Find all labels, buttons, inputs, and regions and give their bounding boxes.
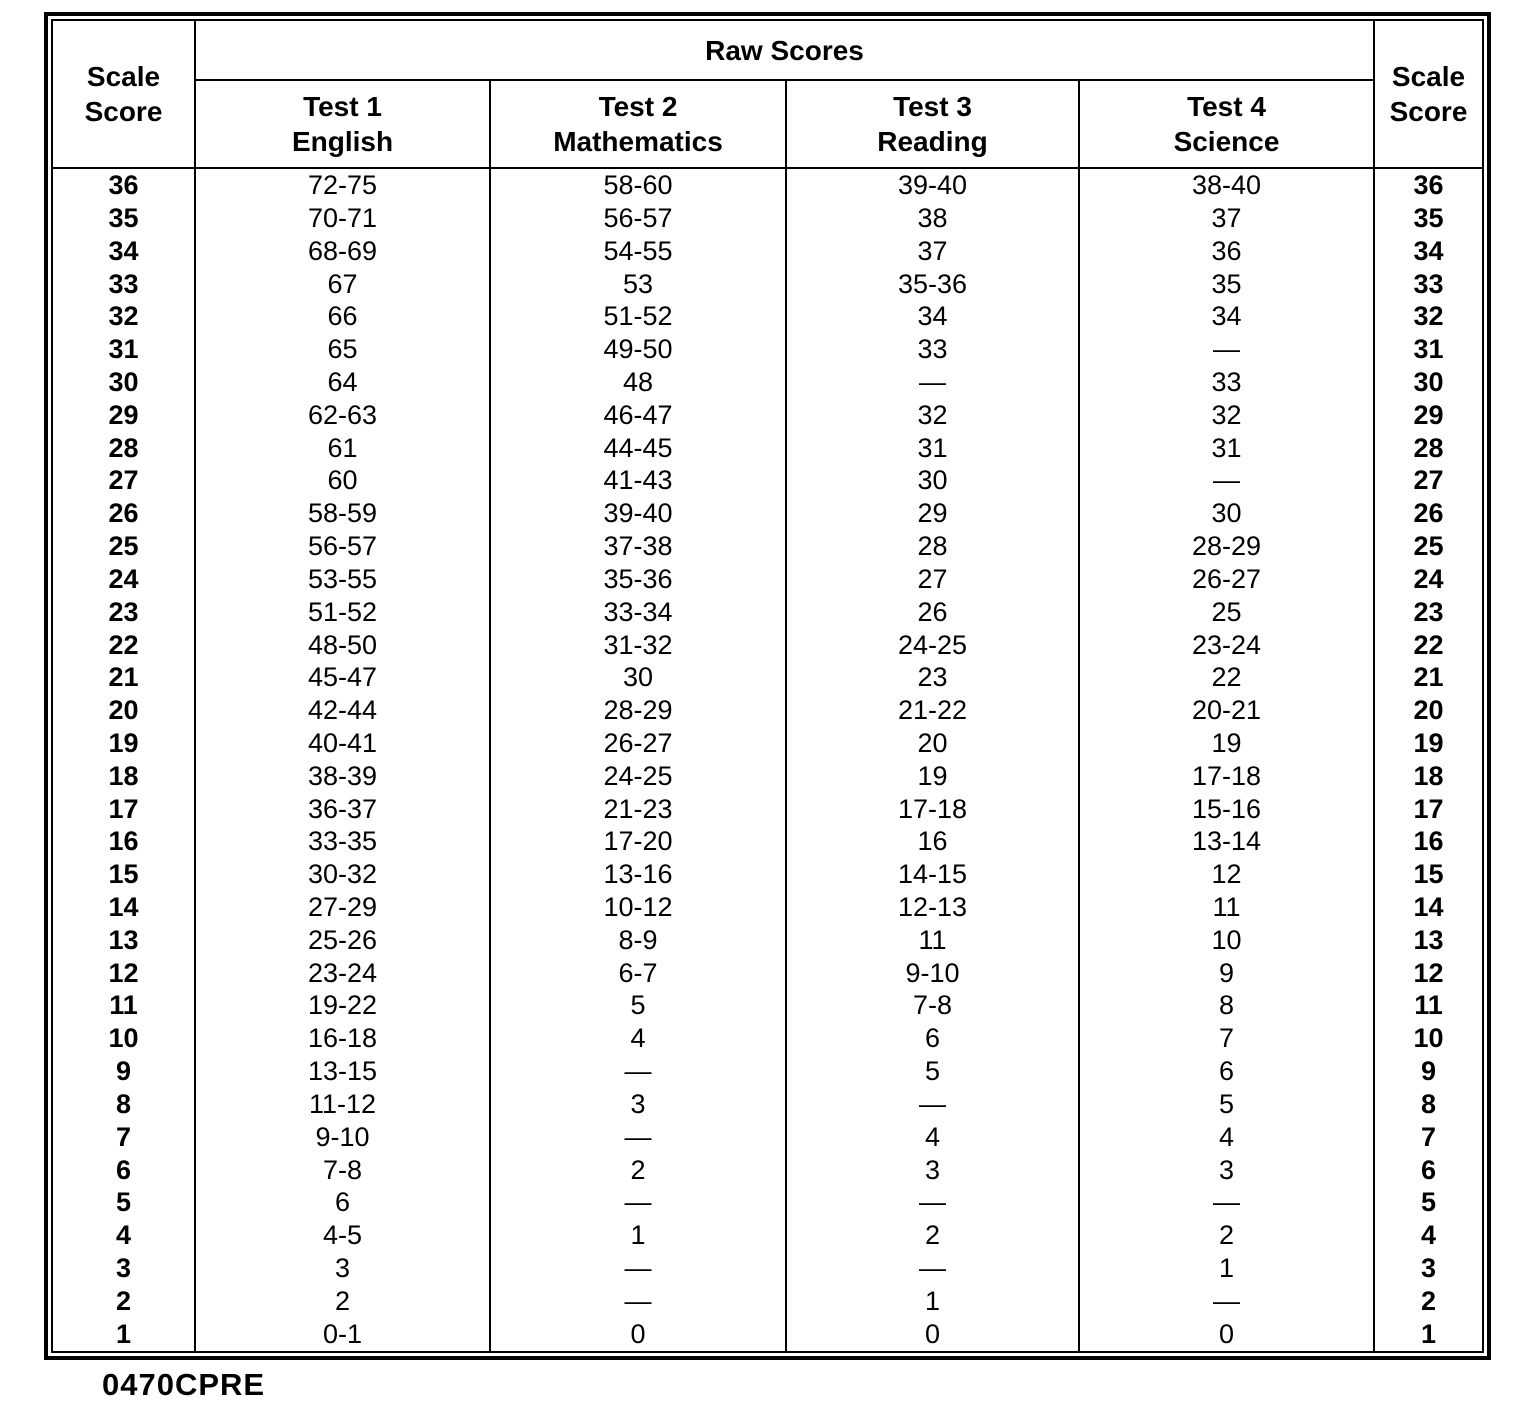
scale-score-right-cell: 27: [1374, 465, 1483, 498]
scale-score-left-cell: 24: [52, 563, 195, 596]
mathematics-raw-score-cell: 33-34: [490, 596, 786, 629]
test2-header-line2: Mathematics: [553, 126, 723, 157]
reading-raw-score-cell: 0: [786, 1318, 1079, 1352]
table-row: [52, 760, 1483, 793]
english-raw-score-cell: 2: [195, 1285, 490, 1318]
scale-score-left-cell: 12: [52, 957, 195, 990]
english-raw-score-cell: 60: [195, 465, 490, 498]
table-row: [52, 563, 1483, 596]
english-raw-score-cell: 7-8: [195, 1154, 490, 1187]
english-raw-score-cell: 6: [195, 1186, 490, 1219]
scale-score-left-cell: 6: [52, 1154, 195, 1187]
reading-raw-score-cell: 27: [786, 563, 1079, 596]
reading-raw-score-cell: 37: [786, 235, 1079, 268]
scale-score-left-cell: 26: [52, 497, 195, 530]
table-row: [52, 957, 1483, 990]
raw-scores-header-row: [52, 20, 1483, 80]
table-row: [52, 1219, 1483, 1252]
mathematics-raw-score-cell: —: [490, 1252, 786, 1285]
scale-score-right-cell: 23: [1374, 596, 1483, 629]
scale-score-right-cell: 21: [1374, 661, 1483, 694]
science-raw-score-cell: 26-27: [1079, 563, 1374, 596]
scale-score-right-cell: 36: [1374, 168, 1483, 202]
scale-score-right-cell: 26: [1374, 497, 1483, 530]
english-raw-score-cell: 0-1: [195, 1318, 490, 1352]
mathematics-raw-score-cell: 54-55: [490, 235, 786, 268]
scale-score-header-left: [52, 20, 195, 168]
reading-raw-score-cell: 3: [786, 1154, 1079, 1187]
table-row: [52, 990, 1483, 1023]
english-raw-score-cell: 9-10: [195, 1121, 490, 1154]
table-row: [52, 333, 1483, 366]
english-raw-score-cell: 45-47: [195, 661, 490, 694]
scale-score-right-cell: 29: [1374, 399, 1483, 432]
reading-raw-score-cell: 30: [786, 465, 1079, 498]
english-raw-score-cell: 19-22: [195, 990, 490, 1023]
reading-raw-score-cell: 17-18: [786, 793, 1079, 826]
scale-score-right-cell: 1: [1374, 1318, 1483, 1352]
science-raw-score-cell: 20-21: [1079, 694, 1374, 727]
reading-raw-score-cell: 16: [786, 825, 1079, 858]
scale-score-left-cell: 10: [52, 1022, 195, 1055]
english-raw-score-cell: 62-63: [195, 399, 490, 432]
reading-raw-score-cell: 1: [786, 1285, 1079, 1318]
english-raw-score-cell: 38-39: [195, 760, 490, 793]
mathematics-raw-score-cell: —: [490, 1186, 786, 1219]
mathematics-raw-score-cell: 24-25: [490, 760, 786, 793]
mathematics-raw-score-cell: 5: [490, 990, 786, 1023]
science-raw-score-cell: 1: [1079, 1252, 1374, 1285]
science-raw-score-cell: 7: [1079, 1022, 1374, 1055]
table-row: [52, 366, 1483, 399]
scale-score-header-left-line2: Score: [84, 96, 163, 127]
scale-score-left-cell: 9: [52, 1055, 195, 1088]
table-row: [52, 1285, 1483, 1318]
reading-raw-score-cell: 4: [786, 1121, 1079, 1154]
table-row: [52, 793, 1483, 826]
table-header: [52, 20, 1483, 168]
english-raw-score-cell: 65: [195, 333, 490, 366]
english-raw-score-cell: 33-35: [195, 825, 490, 858]
science-raw-score-cell: 8: [1079, 990, 1374, 1023]
science-raw-score-cell: 30: [1079, 497, 1374, 530]
table-row: [52, 399, 1483, 432]
test3-header-line1: Test 3: [893, 91, 972, 122]
test1-english-header: [195, 80, 490, 168]
table-row: [52, 202, 1483, 235]
reading-raw-score-cell: 35-36: [786, 268, 1079, 301]
table-row: [52, 694, 1483, 727]
english-raw-score-cell: 61: [195, 432, 490, 465]
reading-raw-score-cell: 29: [786, 497, 1079, 530]
test2-mathematics-header: [490, 80, 786, 168]
table-row: [52, 891, 1483, 924]
mathematics-raw-score-cell: 39-40: [490, 497, 786, 530]
mathematics-raw-score-cell: 31-32: [490, 629, 786, 662]
table-row: [52, 465, 1483, 498]
english-raw-score-cell: 56-57: [195, 530, 490, 563]
science-raw-score-cell: 0: [1079, 1318, 1374, 1352]
scale-score-right-cell: 14: [1374, 891, 1483, 924]
scale-score-left-cell: 27: [52, 465, 195, 498]
scale-score-left-cell: 34: [52, 235, 195, 268]
mathematics-raw-score-cell: 53: [490, 268, 786, 301]
test1-header-line1: Test 1: [303, 91, 382, 122]
scale-score-left-cell: 21: [52, 661, 195, 694]
reading-raw-score-cell: 12-13: [786, 891, 1079, 924]
test1-header-line2: English: [291, 126, 394, 157]
test3-header-line2: Reading: [877, 126, 988, 157]
mathematics-raw-score-cell: 0: [490, 1318, 786, 1352]
table-row: [52, 1121, 1483, 1154]
english-raw-score-cell: 13-15: [195, 1055, 490, 1088]
scale-score-right-cell: 24: [1374, 563, 1483, 596]
scale-score-right-cell: 15: [1374, 858, 1483, 891]
scale-score-left-cell: 14: [52, 891, 195, 924]
science-raw-score-cell: —: [1079, 333, 1374, 366]
mathematics-raw-score-cell: 28-29: [490, 694, 786, 727]
reading-raw-score-cell: 32: [786, 399, 1079, 432]
scale-score-left-cell: 15: [52, 858, 195, 891]
table-row: [52, 1252, 1483, 1285]
test4-science-header: [1079, 80, 1374, 168]
scale-score-header-left-line1: Scale: [86, 61, 161, 92]
english-raw-score-cell: 27-29: [195, 891, 490, 924]
english-raw-score-cell: 36-37: [195, 793, 490, 826]
scale-score-left-cell: 29: [52, 399, 195, 432]
reading-raw-score-cell: 14-15: [786, 858, 1079, 891]
table-row: [52, 1318, 1483, 1352]
scale-score-header-right-line2: Score: [1389, 96, 1468, 127]
scale-score-left-cell: 18: [52, 760, 195, 793]
test-names-header-row: [52, 80, 1483, 168]
mathematics-raw-score-cell: 10-12: [490, 891, 786, 924]
english-raw-score-cell: 68-69: [195, 235, 490, 268]
science-raw-score-cell: 6: [1079, 1055, 1374, 1088]
mathematics-raw-score-cell: 58-60: [490, 168, 786, 202]
table-row: [52, 168, 1483, 202]
test3-reading-header: [786, 80, 1079, 168]
scale-score-right-cell: 10: [1374, 1022, 1483, 1055]
mathematics-raw-score-cell: 13-16: [490, 858, 786, 891]
score-conversion-table: [51, 19, 1484, 1353]
science-raw-score-cell: 13-14: [1079, 825, 1374, 858]
scale-score-right-cell: 11: [1374, 990, 1483, 1023]
reading-raw-score-cell: 24-25: [786, 629, 1079, 662]
science-raw-score-cell: 2: [1079, 1219, 1374, 1252]
science-raw-score-cell: 23-24: [1079, 629, 1374, 662]
mathematics-raw-score-cell: 49-50: [490, 333, 786, 366]
reading-raw-score-cell: 9-10: [786, 957, 1079, 990]
table-row: [52, 432, 1483, 465]
table-row: [52, 858, 1483, 891]
reading-raw-score-cell: 26: [786, 596, 1079, 629]
scale-score-right-cell: 20: [1374, 694, 1483, 727]
mathematics-raw-score-cell: 8-9: [490, 924, 786, 957]
english-raw-score-cell: 42-44: [195, 694, 490, 727]
english-raw-score-cell: 64: [195, 366, 490, 399]
mathematics-raw-score-cell: 30: [490, 661, 786, 694]
scale-score-left-cell: 7: [52, 1121, 195, 1154]
science-raw-score-cell: 36: [1079, 235, 1374, 268]
scale-score-right-cell: 12: [1374, 957, 1483, 990]
science-raw-score-cell: 38-40: [1079, 168, 1374, 202]
scale-score-left-cell: 1: [52, 1318, 195, 1352]
scale-score-left-cell: 35: [52, 202, 195, 235]
science-raw-score-cell: 33: [1079, 366, 1374, 399]
reading-raw-score-cell: 11: [786, 924, 1079, 957]
reading-raw-score-cell: 5: [786, 1055, 1079, 1088]
english-raw-score-cell: 40-41: [195, 727, 490, 760]
mathematics-raw-score-cell: 1: [490, 1219, 786, 1252]
english-raw-score-cell: 30-32: [195, 858, 490, 891]
scale-score-right-cell: 19: [1374, 727, 1483, 760]
reading-raw-score-cell: 23: [786, 661, 1079, 694]
test2-header-line1: Test 2: [598, 91, 678, 122]
science-raw-score-cell: 19: [1079, 727, 1374, 760]
mathematics-raw-score-cell: 35-36: [490, 563, 786, 596]
table-row: [52, 727, 1483, 760]
table-row: [52, 235, 1483, 268]
table-row: [52, 268, 1483, 301]
science-raw-score-cell: 31: [1079, 432, 1374, 465]
table-row: [52, 924, 1483, 957]
science-raw-score-cell: 4: [1079, 1121, 1374, 1154]
science-raw-score-cell: —: [1079, 1186, 1374, 1219]
science-raw-score-cell: 37: [1079, 202, 1374, 235]
scale-score-header-right: [1374, 20, 1483, 168]
mathematics-raw-score-cell: 6-7: [490, 957, 786, 990]
science-raw-score-cell: 25: [1079, 596, 1374, 629]
mathematics-raw-score-cell: —: [490, 1121, 786, 1154]
science-raw-score-cell: 15-16: [1079, 793, 1374, 826]
reading-raw-score-cell: 6: [786, 1022, 1079, 1055]
scale-score-left-cell: 23: [52, 596, 195, 629]
english-raw-score-cell: 11-12: [195, 1088, 490, 1121]
science-raw-score-cell: 22: [1079, 661, 1374, 694]
mathematics-raw-score-cell: 26-27: [490, 727, 786, 760]
mathematics-raw-score-cell: 48: [490, 366, 786, 399]
table-row: [52, 661, 1483, 694]
mathematics-raw-score-cell: 51-52: [490, 300, 786, 333]
table-row: [52, 1022, 1483, 1055]
scale-score-left-cell: 8: [52, 1088, 195, 1121]
english-raw-score-cell: 58-59: [195, 497, 490, 530]
scale-score-left-cell: 5: [52, 1186, 195, 1219]
science-raw-score-cell: 5: [1079, 1088, 1374, 1121]
table-row: [52, 596, 1483, 629]
table-row: [52, 530, 1483, 563]
scale-score-left-cell: 13: [52, 924, 195, 957]
science-raw-score-cell: 35: [1079, 268, 1374, 301]
reading-raw-score-cell: —: [786, 1088, 1079, 1121]
table-row: [52, 1055, 1483, 1088]
scale-score-right-cell: 25: [1374, 530, 1483, 563]
scale-score-right-cell: 13: [1374, 924, 1483, 957]
mathematics-raw-score-cell: 41-43: [490, 465, 786, 498]
scale-score-left-cell: 2: [52, 1285, 195, 1318]
english-raw-score-cell: 51-52: [195, 596, 490, 629]
english-raw-score-cell: 4-5: [195, 1219, 490, 1252]
scale-score-right-cell: 2: [1374, 1285, 1483, 1318]
scale-score-left-cell: 4: [52, 1219, 195, 1252]
mathematics-raw-score-cell: 4: [490, 1022, 786, 1055]
table-row: [52, 300, 1483, 333]
scale-score-right-cell: 6: [1374, 1154, 1483, 1187]
table-row: [52, 1154, 1483, 1187]
science-raw-score-cell: 12: [1079, 858, 1374, 891]
reading-raw-score-cell: 28: [786, 530, 1079, 563]
mathematics-raw-score-cell: 44-45: [490, 432, 786, 465]
table-row: [52, 497, 1483, 530]
science-raw-score-cell: 17-18: [1079, 760, 1374, 793]
reading-raw-score-cell: 7-8: [786, 990, 1079, 1023]
scale-score-left-cell: 32: [52, 300, 195, 333]
table-row: [52, 1088, 1483, 1121]
scale-score-left-cell: 16: [52, 825, 195, 858]
reading-raw-score-cell: 20: [786, 727, 1079, 760]
reading-raw-score-cell: —: [786, 1186, 1079, 1219]
scale-score-right-cell: 28: [1374, 432, 1483, 465]
test4-header-line2: Science: [1173, 126, 1280, 157]
scale-score-right-cell: 32: [1374, 300, 1483, 333]
scale-score-right-cell: 5: [1374, 1186, 1483, 1219]
scale-score-right-cell: 18: [1374, 760, 1483, 793]
reading-raw-score-cell: 38: [786, 202, 1079, 235]
science-raw-score-cell: 11: [1079, 891, 1374, 924]
mathematics-raw-score-cell: —: [490, 1055, 786, 1088]
science-raw-score-cell: —: [1079, 1285, 1374, 1318]
scale-score-left-cell: 20: [52, 694, 195, 727]
scale-score-right-cell: 35: [1374, 202, 1483, 235]
reading-raw-score-cell: 31: [786, 432, 1079, 465]
english-raw-score-cell: 16-18: [195, 1022, 490, 1055]
scale-score-left-cell: 36: [52, 168, 195, 202]
english-raw-score-cell: 67: [195, 268, 490, 301]
english-raw-score-cell: 72-75: [195, 168, 490, 202]
science-raw-score-cell: 34: [1079, 300, 1374, 333]
scale-score-left-cell: 31: [52, 333, 195, 366]
scale-score-right-cell: 17: [1374, 793, 1483, 826]
scale-score-right-cell: 30: [1374, 366, 1483, 399]
table-row: [52, 825, 1483, 858]
reading-raw-score-cell: 33: [786, 333, 1079, 366]
scale-score-left-cell: 22: [52, 629, 195, 662]
score-conversion-table-frame: [44, 12, 1491, 1360]
english-raw-score-cell: 53-55: [195, 563, 490, 596]
mathematics-raw-score-cell: 56-57: [490, 202, 786, 235]
scale-score-left-cell: 3: [52, 1252, 195, 1285]
science-raw-score-cell: 32: [1079, 399, 1374, 432]
mathematics-raw-score-cell: 21-23: [490, 793, 786, 826]
mathematics-raw-score-cell: 46-47: [490, 399, 786, 432]
scale-score-right-cell: 8: [1374, 1088, 1483, 1121]
reading-raw-score-cell: —: [786, 1252, 1079, 1285]
scale-score-right-cell: 33: [1374, 268, 1483, 301]
table-row: [52, 629, 1483, 662]
science-raw-score-cell: 9: [1079, 957, 1374, 990]
reading-raw-score-cell: 34: [786, 300, 1079, 333]
reading-raw-score-cell: 21-22: [786, 694, 1079, 727]
english-raw-score-cell: 3: [195, 1252, 490, 1285]
scale-score-right-cell: 4: [1374, 1219, 1483, 1252]
test4-header-line1: Test 4: [1187, 91, 1266, 122]
reading-raw-score-cell: 2: [786, 1219, 1079, 1252]
scale-score-left-cell: 25: [52, 530, 195, 563]
science-raw-score-cell: 10: [1079, 924, 1374, 957]
score-table-body: [52, 168, 1483, 1352]
scale-score-left-cell: 28: [52, 432, 195, 465]
reading-raw-score-cell: —: [786, 366, 1079, 399]
english-raw-score-cell: 48-50: [195, 629, 490, 662]
science-raw-score-cell: 3: [1079, 1154, 1374, 1187]
table-row: [52, 1186, 1483, 1219]
scale-score-header-right-line1: Scale: [1391, 61, 1466, 92]
english-raw-score-cell: 70-71: [195, 202, 490, 235]
mathematics-raw-score-cell: 37-38: [490, 530, 786, 563]
scale-score-left-cell: 17: [52, 793, 195, 826]
scale-score-right-cell: 31: [1374, 333, 1483, 366]
science-raw-score-cell: 28-29: [1079, 530, 1374, 563]
scale-score-left-cell: 11: [52, 990, 195, 1023]
reading-raw-score-cell: 19: [786, 760, 1079, 793]
raw-scores-header: Raw Scores: [195, 20, 1374, 80]
mathematics-raw-score-cell: —: [490, 1285, 786, 1318]
english-raw-score-cell: 23-24: [195, 957, 490, 990]
reading-raw-score-cell: 39-40: [786, 168, 1079, 202]
english-raw-score-cell: 66: [195, 300, 490, 333]
scale-score-right-cell: 34: [1374, 235, 1483, 268]
scale-score-left-cell: 19: [52, 727, 195, 760]
scale-score-right-cell: 3: [1374, 1252, 1483, 1285]
english-raw-score-cell: 25-26: [195, 924, 490, 957]
mathematics-raw-score-cell: 3: [490, 1088, 786, 1121]
scale-score-right-cell: 22: [1374, 629, 1483, 662]
scale-score-right-cell: 7: [1374, 1121, 1483, 1154]
mathematics-raw-score-cell: 2: [490, 1154, 786, 1187]
scale-score-right-cell: 16: [1374, 825, 1483, 858]
scale-score-right-cell: 9: [1374, 1055, 1483, 1088]
science-raw-score-cell: —: [1079, 465, 1374, 498]
scale-score-left-cell: 33: [52, 268, 195, 301]
form-code: 0470CPRE: [102, 1367, 266, 1402]
scale-score-left-cell: 30: [52, 366, 195, 399]
mathematics-raw-score-cell: 17-20: [490, 825, 786, 858]
